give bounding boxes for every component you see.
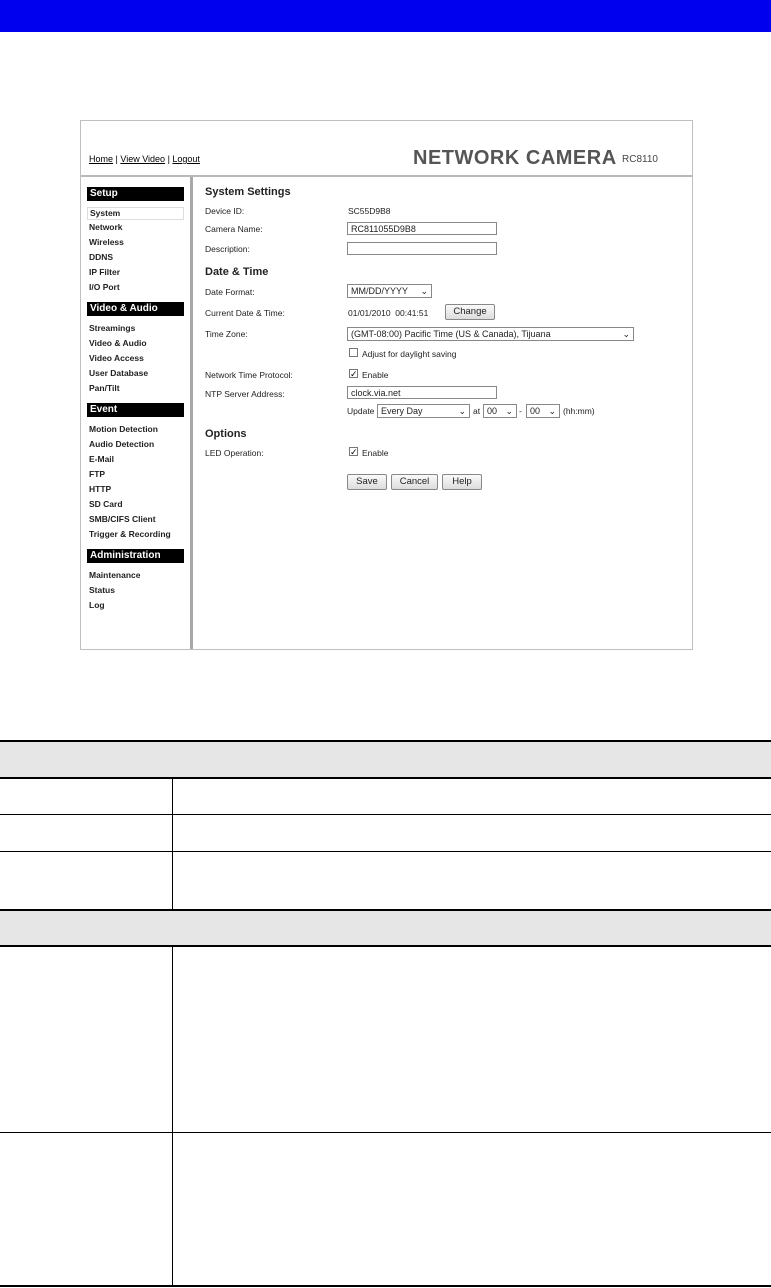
sidebar-item-ip-filter[interactable]: IP Filter — [89, 267, 121, 277]
sidebar-item-pan-tilt[interactable]: Pan/Tilt — [89, 383, 120, 393]
time-zone-value: (GMT-08:00) Pacific Time (US & Canada), Tijuana — [351, 329, 551, 339]
daylight-checkbox[interactable] — [349, 348, 358, 357]
update-frequency-select[interactable] — [377, 404, 470, 418]
device-id-label: Device ID: — [205, 206, 245, 216]
table-rule — [0, 1285, 771, 1287]
brand-title: NETWORK CAMERA — [413, 147, 617, 169]
date-format-select[interactable] — [347, 284, 432, 298]
sidebar-item-io-port[interactable]: I/O Port — [89, 282, 120, 292]
table-column-divider — [172, 947, 173, 1287]
sidebar-item-log[interactable]: Log — [89, 600, 105, 610]
update-frequency-value: Every Day — [381, 406, 423, 416]
sidebar-item-motion-detection[interactable]: Motion Detection — [89, 424, 158, 434]
table-rule — [0, 814, 771, 815]
description-label: Description: — [205, 244, 250, 254]
ntp-server-input[interactable]: clock.via.net — [347, 386, 497, 399]
logout-link[interactable]: Logout — [172, 154, 200, 164]
date-format-value: MM/DD/YYYY — [351, 286, 409, 296]
time-unit-label: (hh:mm) — [563, 406, 595, 416]
led-operation-label: LED Operation: — [205, 448, 264, 458]
settings-panel — [196, 177, 691, 649]
update-minute-value: 00 — [530, 406, 541, 416]
model-number: RC8110 — [622, 154, 658, 165]
sidebar-item-email[interactable]: E-Mail — [89, 454, 115, 464]
date-time-heading: Date & Time — [205, 266, 269, 278]
home-link[interactable]: Home — [89, 154, 114, 164]
led-enable-checkbox[interactable]: ✓ — [350, 447, 358, 457]
update-hour-value: 00 — [487, 406, 498, 416]
time-separator: - — [519, 406, 522, 416]
current-datetime-value: 01/01/2010 00:41:51 — [348, 308, 429, 318]
cancel-button[interactable]: Cancel — [391, 474, 438, 490]
daylight-label: Adjust for daylight saving — [362, 349, 457, 359]
sidebar-item-ftp[interactable]: FTP — [89, 469, 106, 479]
table-rule — [0, 777, 771, 779]
sidebar-section-event: Event — [87, 403, 184, 417]
system-settings-heading: System Settings — [205, 186, 291, 198]
sidebar-item-streamings[interactable]: Streamings — [89, 323, 136, 333]
update-label: Update — [347, 406, 375, 416]
help-button[interactable]: Help — [442, 474, 482, 490]
sidebar-item-network[interactable]: Network — [89, 222, 123, 232]
description-input[interactable] — [347, 242, 497, 255]
sidebar-section-video-audio: Video & Audio — [87, 302, 184, 316]
ntp-label: Network Time Protocol: — [205, 370, 293, 380]
chevron-down-icon: ⌄ — [505, 406, 513, 416]
table-rule — [0, 909, 771, 911]
chevron-down-icon: ⌄ — [548, 406, 556, 416]
sidebar-section-setup: Setup — [87, 187, 184, 201]
table-rule — [0, 945, 771, 947]
camera-name-input[interactable]: RC811055D9B8 — [347, 222, 497, 235]
sidebar-item-ddns[interactable]: DDNS — [89, 252, 114, 262]
led-enable-label: Enable — [362, 448, 389, 458]
sidebar-item-trigger-recording[interactable]: Trigger & Recording — [89, 529, 171, 539]
ntp-server-label: NTP Server Address: — [205, 389, 285, 399]
camera-name-label: Camera Name: — [205, 224, 263, 234]
at-label: at — [473, 406, 481, 416]
chevron-down-icon: ⌄ — [622, 329, 630, 339]
sidebar — [81, 177, 193, 649]
sidebar-item-video-audio[interactable]: Video & Audio — [89, 338, 147, 348]
sidebar-item-status[interactable]: Status — [89, 585, 115, 595]
sidebar-item-http[interactable]: HTTP — [89, 484, 112, 494]
table-section-row — [0, 910, 771, 946]
time-zone-select[interactable] — [347, 327, 634, 341]
change-button[interactable]: Change — [445, 304, 495, 320]
device-id-value: SC55D9B8 — [348, 206, 391, 216]
update-hour-select[interactable] — [483, 404, 517, 418]
update-minute-select[interactable] — [526, 404, 560, 418]
sidebar-item-system[interactable]: System — [87, 207, 184, 220]
sidebar-item-smb-cifs[interactable]: SMB/CIFS Client — [89, 514, 156, 524]
ntp-enable-label: Enable — [362, 370, 389, 380]
sidebar-section-administration: Administration — [87, 549, 184, 563]
save-button[interactable]: Save — [347, 474, 387, 490]
current-datetime-label: Current Date & Time: — [205, 308, 285, 318]
sidebar-item-video-access[interactable]: Video Access — [89, 353, 144, 363]
camera-config-screenshot — [80, 120, 693, 650]
table-rule — [0, 851, 771, 852]
sidebar-item-user-database[interactable]: User Database — [89, 368, 149, 378]
top-links: Home | View Video | Logout — [89, 154, 200, 164]
date-format-label: Date Format: — [205, 287, 255, 297]
table-rule — [0, 1132, 771, 1133]
chevron-down-icon: ⌄ — [420, 286, 428, 296]
table-section-row — [0, 741, 771, 778]
time-zone-label: Time Zone: — [205, 329, 248, 339]
sidebar-item-wireless[interactable]: Wireless — [89, 237, 124, 247]
sidebar-item-audio-detection[interactable]: Audio Detection — [89, 439, 155, 449]
ntp-enable-checkbox[interactable]: ✓ — [350, 369, 358, 379]
options-heading: Options — [205, 428, 247, 440]
camera-header — [81, 121, 692, 177]
table-column-divider — [172, 779, 173, 909]
table-rule — [0, 740, 771, 742]
document-header-bar — [0, 0, 771, 32]
chevron-down-icon: ⌄ — [458, 406, 466, 416]
view-video-link[interactable]: View Video — [120, 154, 166, 164]
sidebar-item-sd-card[interactable]: SD Card — [89, 499, 123, 509]
sidebar-item-maintenance[interactable]: Maintenance — [89, 570, 141, 580]
